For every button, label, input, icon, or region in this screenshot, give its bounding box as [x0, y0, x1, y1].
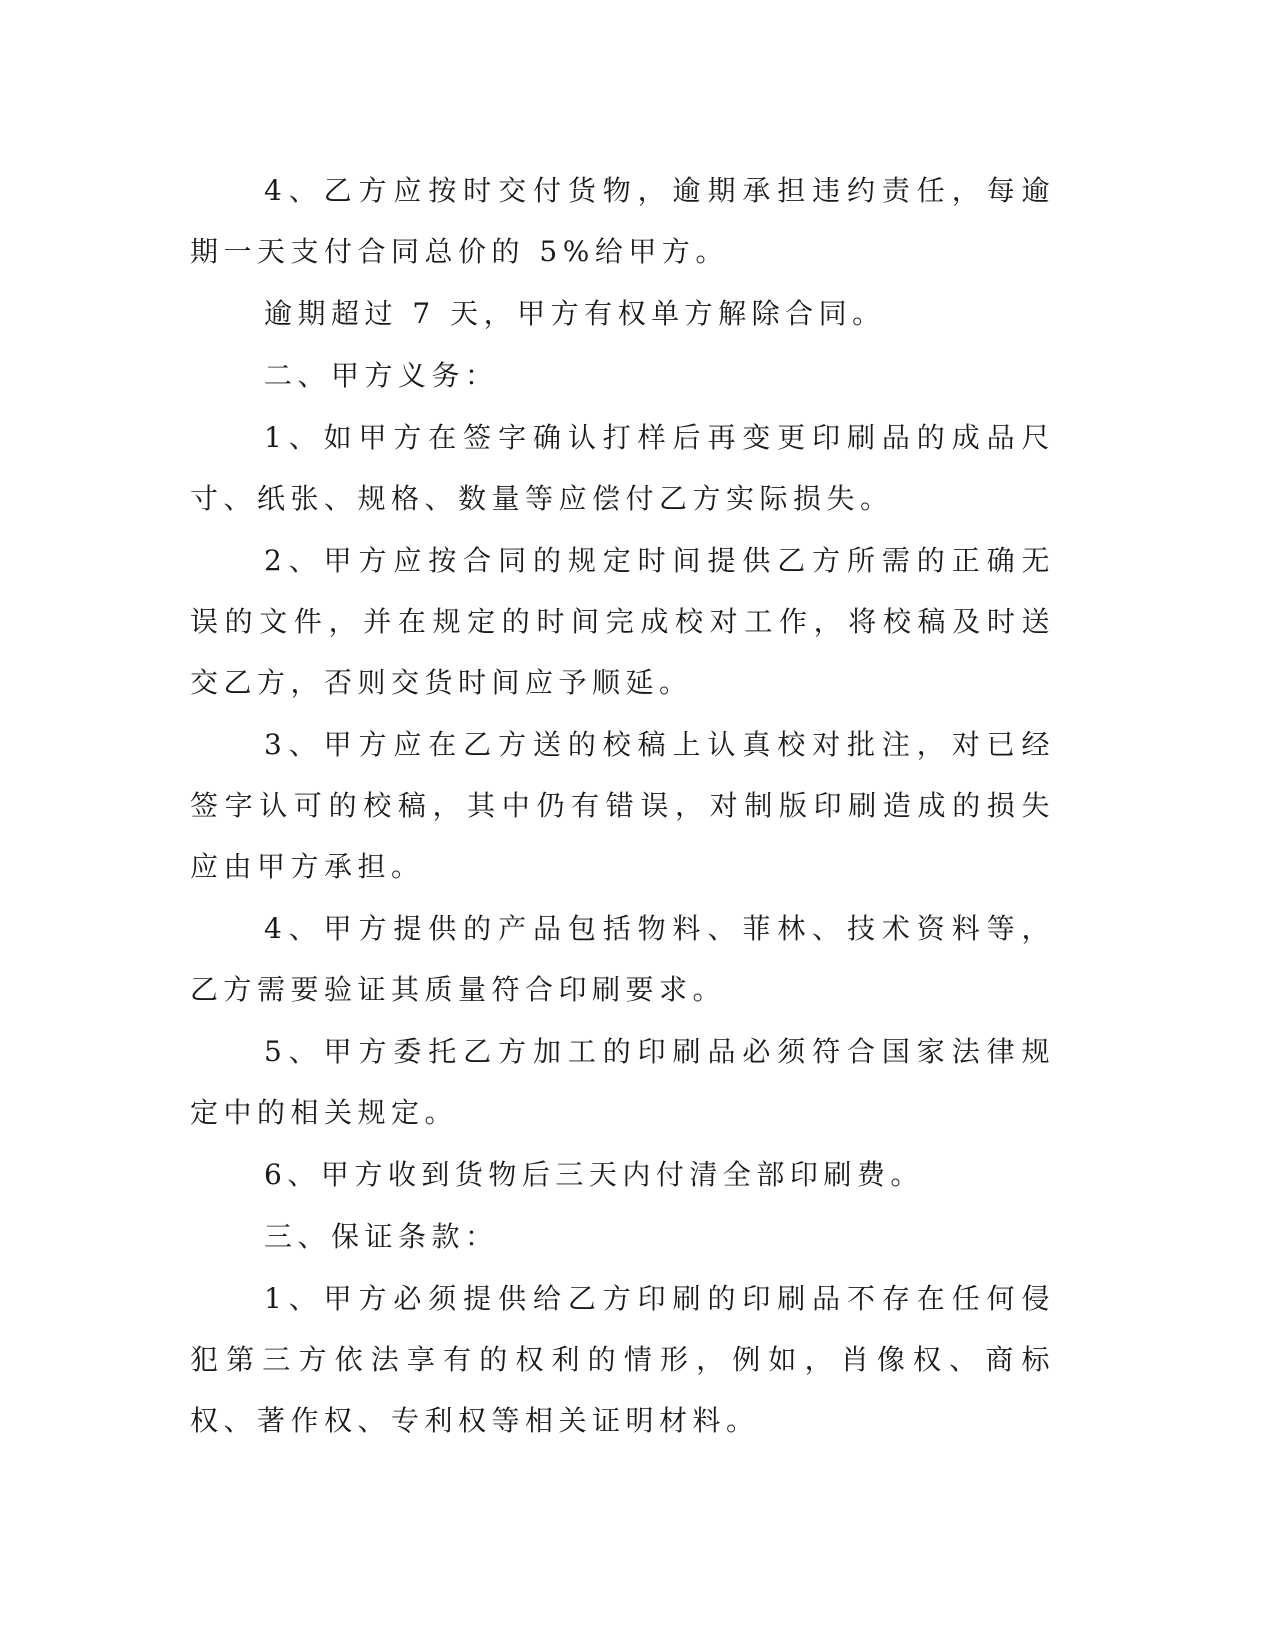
paragraph-late-delivery: 4、乙方应按时交付货物，逾期承担违约责任，每逾期一天支付合同总价的 5%给甲方。	[190, 174, 1055, 268]
paragraph-guarantee-1: 1、甲方必须提供给乙方印刷的印刷品不存在任何侵犯第三方依法享有的权利的情形，例如，肖像权、商标权、著作权、专利权等相关证明材料。	[190, 1282, 1055, 1437]
section-heading-party-a-obligations: 二、甲方义务：	[264, 359, 499, 392]
paragraph-termination: 逾期超过 7 天，甲方有权单方解除合同。	[264, 297, 886, 330]
paragraph-obligation-5: 5、甲方委托乙方加工的印刷品必须符合国家法律规定中的相关规定。	[190, 1035, 1055, 1129]
paragraph-obligation-2: 2、甲方应按合同的规定时间提供乙方所需的正确无误的文件，并在规定的时间完成校对工作，将校稿及时送交乙方，否则交货时间应予顺延。	[190, 544, 1055, 699]
paragraph-obligation-6: 6、甲方收到货物后三天内付清全部印刷费。	[264, 1158, 924, 1191]
paragraph-obligation-3: 3、甲方应在乙方送的校稿上认真校对批注，对已经签字认可的校稿，其中仍有错误，对制版印刷造成的损失应由甲方承担。	[190, 728, 1055, 883]
paragraph-obligation-4: 4、甲方提供的产品包括物料、菲林、技术资料等，乙方需要验证其质量符合印刷要求。	[190, 912, 1055, 1006]
document-body	[190, 160, 1055, 1452]
paragraph-obligation-1: 1、如甲方在签字确认打样后再变更印刷品的成品尺寸、纸张、规格、数量等应偿付乙方实际损失。	[190, 421, 1055, 515]
section-heading-guarantee-terms: 三、保证条款：	[264, 1220, 499, 1253]
